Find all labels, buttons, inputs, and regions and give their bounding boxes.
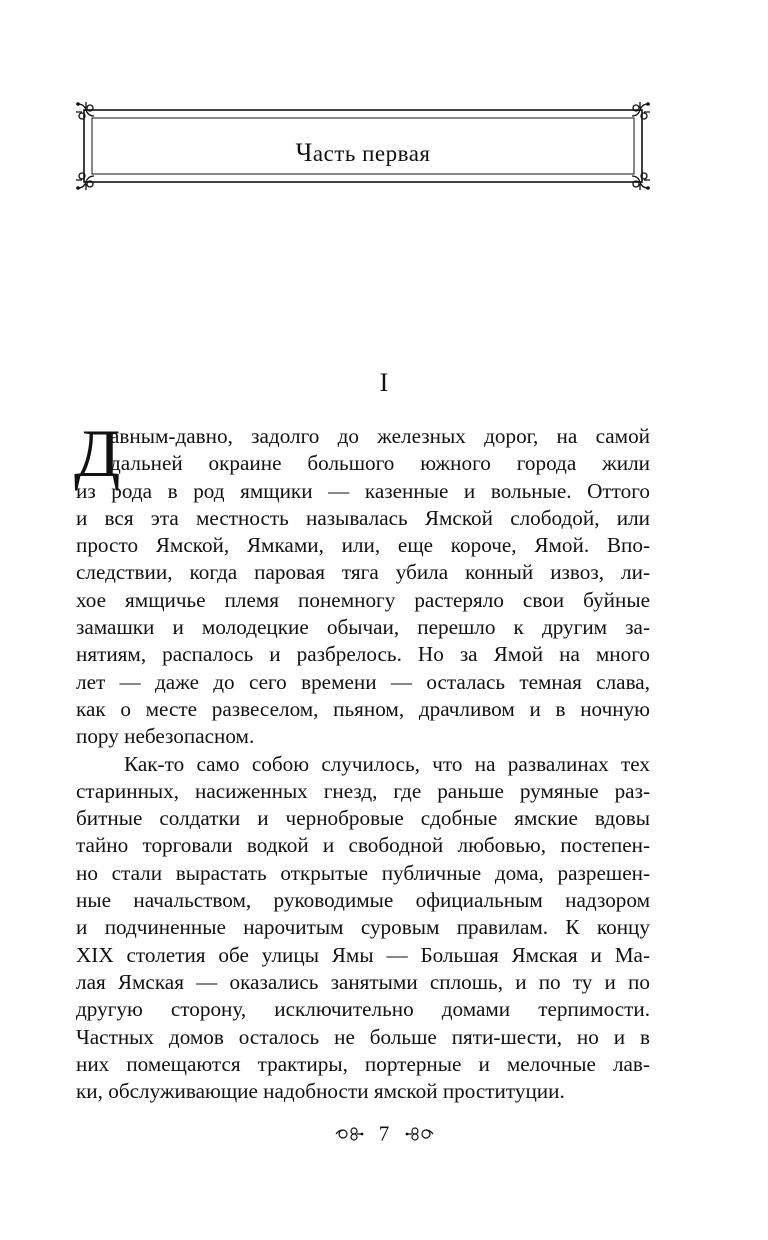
text-line: ные начальством, руководимые официальным надзором [76,888,650,913]
text-line: как о месте развеселом, пьяном, драчливом и в ночную [76,696,650,721]
body-text [74,415,650,1105]
part-title-rest: асть первая [312,141,431,166]
text-line: и вся эта местность называлась Ямской слободой, или [76,505,650,530]
text-line: хое ямщичье племя понемногу растеряло свои буйные [76,587,650,612]
text-line: замашки и молодецкие обычаи, перешло к другим за- [76,615,650,640]
text-line: пору небезопасном. [76,724,255,749]
text-line: них помещаются трактиры, портерные и мелочные лав- [76,1051,650,1076]
text-line: нятиям, распалось и разбрелось. Но за Ямой на много [76,642,650,667]
text-line: и подчиненные нарочитым суровым правилам. К концу [76,915,650,940]
text-line: Как-то само собою случилось, что на развалинах тех [124,751,650,776]
part-title-frame [74,100,652,192]
text-line: но стали вырастать открытые публичные дома, разрешен- [76,860,650,885]
text-line: старинных, насиженных гнезд, где раньше румяные раз- [76,778,650,803]
page-number: 7 [378,1121,390,1146]
text-line: просто Ямской, Ямками, или, еще короче, Ямой. Впо- [76,533,650,558]
chapter-number: I [379,368,389,397]
text-line: дальней окраине большого южного города жили [110,451,650,476]
paragraph-2 [76,751,650,1106]
part-title-initial: Ч [295,138,313,167]
text-line: из рода в род ямщики — казенные и вольные. Оттого [76,478,650,503]
text-line: Частных домов осталось не больше пяти-шести, но и в [76,1024,650,1049]
paragraph-1 [74,415,650,751]
text-line: ки, обслуживающие надобности ямской проституции. [76,1079,565,1104]
drop-cap: Д [74,415,121,491]
right-flourish-icon [405,1126,435,1142]
part-title [74,138,652,168]
text-line: авным-давно, задолго до железных дорог, на самой [110,424,650,448]
text-line: битные солдатки и чернобровые сдобные ямские вдовы [76,806,650,831]
text-line: XIX столетия обе улицы Ямы — Большая Ямская и Ма- [76,942,650,967]
text-line: следствии, когда паровая тяга убила конный извоз, ли- [76,560,650,585]
left-flourish-icon [334,1126,364,1142]
text-line: другую сторону, исключительно домами терпимости. [76,997,650,1022]
page-footer [0,1120,768,1147]
text-line: тайно торговали водкой и свободной любовью, постепен- [76,833,650,858]
text-line: лая Ямская — оказались занятыми сплошь, и по ту и по [76,969,650,994]
text-line: лет — даже до сего времени — осталась темная слава, [76,669,650,694]
